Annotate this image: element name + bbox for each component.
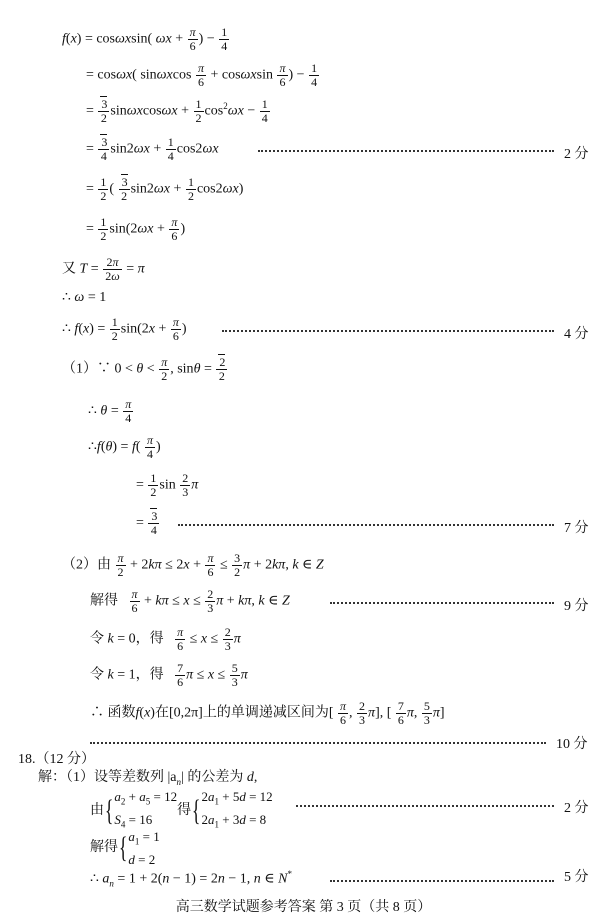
eq-line-21: 由{$a_2 + a_5 = 12$ $S_4 = 16$得{$2a_1 + 5d = 12$ $2a_1 + 3d = 8$ [90, 789, 273, 830]
eq-line-14: = $\frac{3}{4}$ [136, 509, 158, 537]
eq-line-1: f(x) = cosωxsin( ωx + $\frac{\pi}{6}$ ) − $\frac{1}{4}$ [62, 25, 228, 53]
score-leader [330, 602, 554, 604]
eq-line-17: 令 k = 0，得 $\frac{\pi}{6}$ ≤ x ≤ $\frac{2}{3}$ π [90, 625, 241, 653]
score-label: 5 分 [564, 870, 589, 885]
eq-line-4: = $\frac{3}{4}$ sin2ωx + $\frac{1}{4}$ cos2ωx [86, 135, 219, 163]
score-label: 7 分 [564, 521, 589, 536]
score-leader [258, 150, 554, 152]
eq-line-3: = $\frac{3}{2}$ sinωxcosωx + $\frac{1}{2}$ $\cos^2\omega x$ − $\frac{1}{4}$ [86, 97, 268, 125]
eq-line-13: = $\frac{1}{2}$ sin $\frac{2}{3}$ π [136, 471, 199, 499]
score-leader [330, 880, 554, 882]
eq-line-23: ∴ $a_n = 1 + 2(n - 1) = 2n - 1$, n ∈ N* [90, 869, 292, 889]
score-leader [178, 524, 554, 526]
eq-line-5: = $\frac{1}{2}$ ( $\frac{3}{2}$ sin2ωx + $\frac{1}{2}$ cos2ωx) [86, 175, 244, 203]
score-label: 2 分 [564, 147, 589, 162]
score-label: 10 分 [556, 737, 588, 752]
page-footer: 高三数学试题参考答案 第 3 页（共 8 页） [175, 900, 432, 915]
score-label: 2 分 [564, 801, 589, 816]
score-label: 9 分 [564, 599, 589, 614]
score-leader [222, 330, 554, 332]
eq-line-19: ∴ 函数f(x)在[0,2π]上的单调递减区间为[ $\frac{\pi}{6}$ , $\frac{2}{3}$ π], [ $\frac{7}{6}$ π, $\frac{5}{3}$ π] [90, 699, 445, 727]
eq-line-15: （2）由 $\frac{\pi}{2}$ + 2kπ ≤ 2x + $\frac{\pi}{6}$ ≤ $\frac{3}{2}$ π + 2kπ, k ∈ Z [62, 551, 324, 579]
eq-line-22: 解得{$a_1 = 1$ d = 2 [90, 829, 160, 867]
eq-line-16: 解得 $\frac{\pi}{6}$ + kπ ≤ x ≤ $\frac{2}{3}$ π + kπ, k ∈ Z [90, 587, 290, 615]
eq-line-8: ∴ ω = 1 [62, 290, 107, 305]
eq-line-10: （1）∵ 0 < θ < $\frac{\pi}{2}$ , sinθ = $\frac{2}{2}$ [62, 355, 226, 383]
score-label: 4 分 [564, 327, 589, 342]
eq-line-20: 解：（1）设等差数列 $|a_n|$ 的公差为 d, [38, 770, 258, 787]
eq-line-2: = cosωx( sinωxcos $\frac{\pi}{6}$ + cosωxsin $\frac{\pi}{6}$ ) − $\frac{1}{4}$ [86, 61, 318, 89]
score-leader [90, 742, 546, 744]
eq-line-6: = $\frac{1}{2}$ sin(2ωx + $\frac{\pi}{6}$ ) [86, 215, 186, 243]
eq-line-11: ∴ θ = $\frac{\pi}{4}$ [88, 397, 132, 425]
eq-line-7: 又 T = $\frac{2\pi}{2\omega}$ = π [62, 255, 145, 283]
eq-line-12: ∴f(θ) = f( $\frac{\pi}{4}$ ) [88, 433, 161, 461]
question-heading: 18.（12 分） [18, 752, 95, 767]
eq-line-18: 令 k = 1，得 $\frac{7}{6}$ π ≤ x ≤ $\frac{5}{3}$ π [90, 661, 248, 689]
eq-line-9: ∴ f(x) = $\frac{1}{2}$ sin(2x + $\frac{\pi}{6}$ ) [62, 315, 187, 343]
score-leader [296, 805, 554, 807]
